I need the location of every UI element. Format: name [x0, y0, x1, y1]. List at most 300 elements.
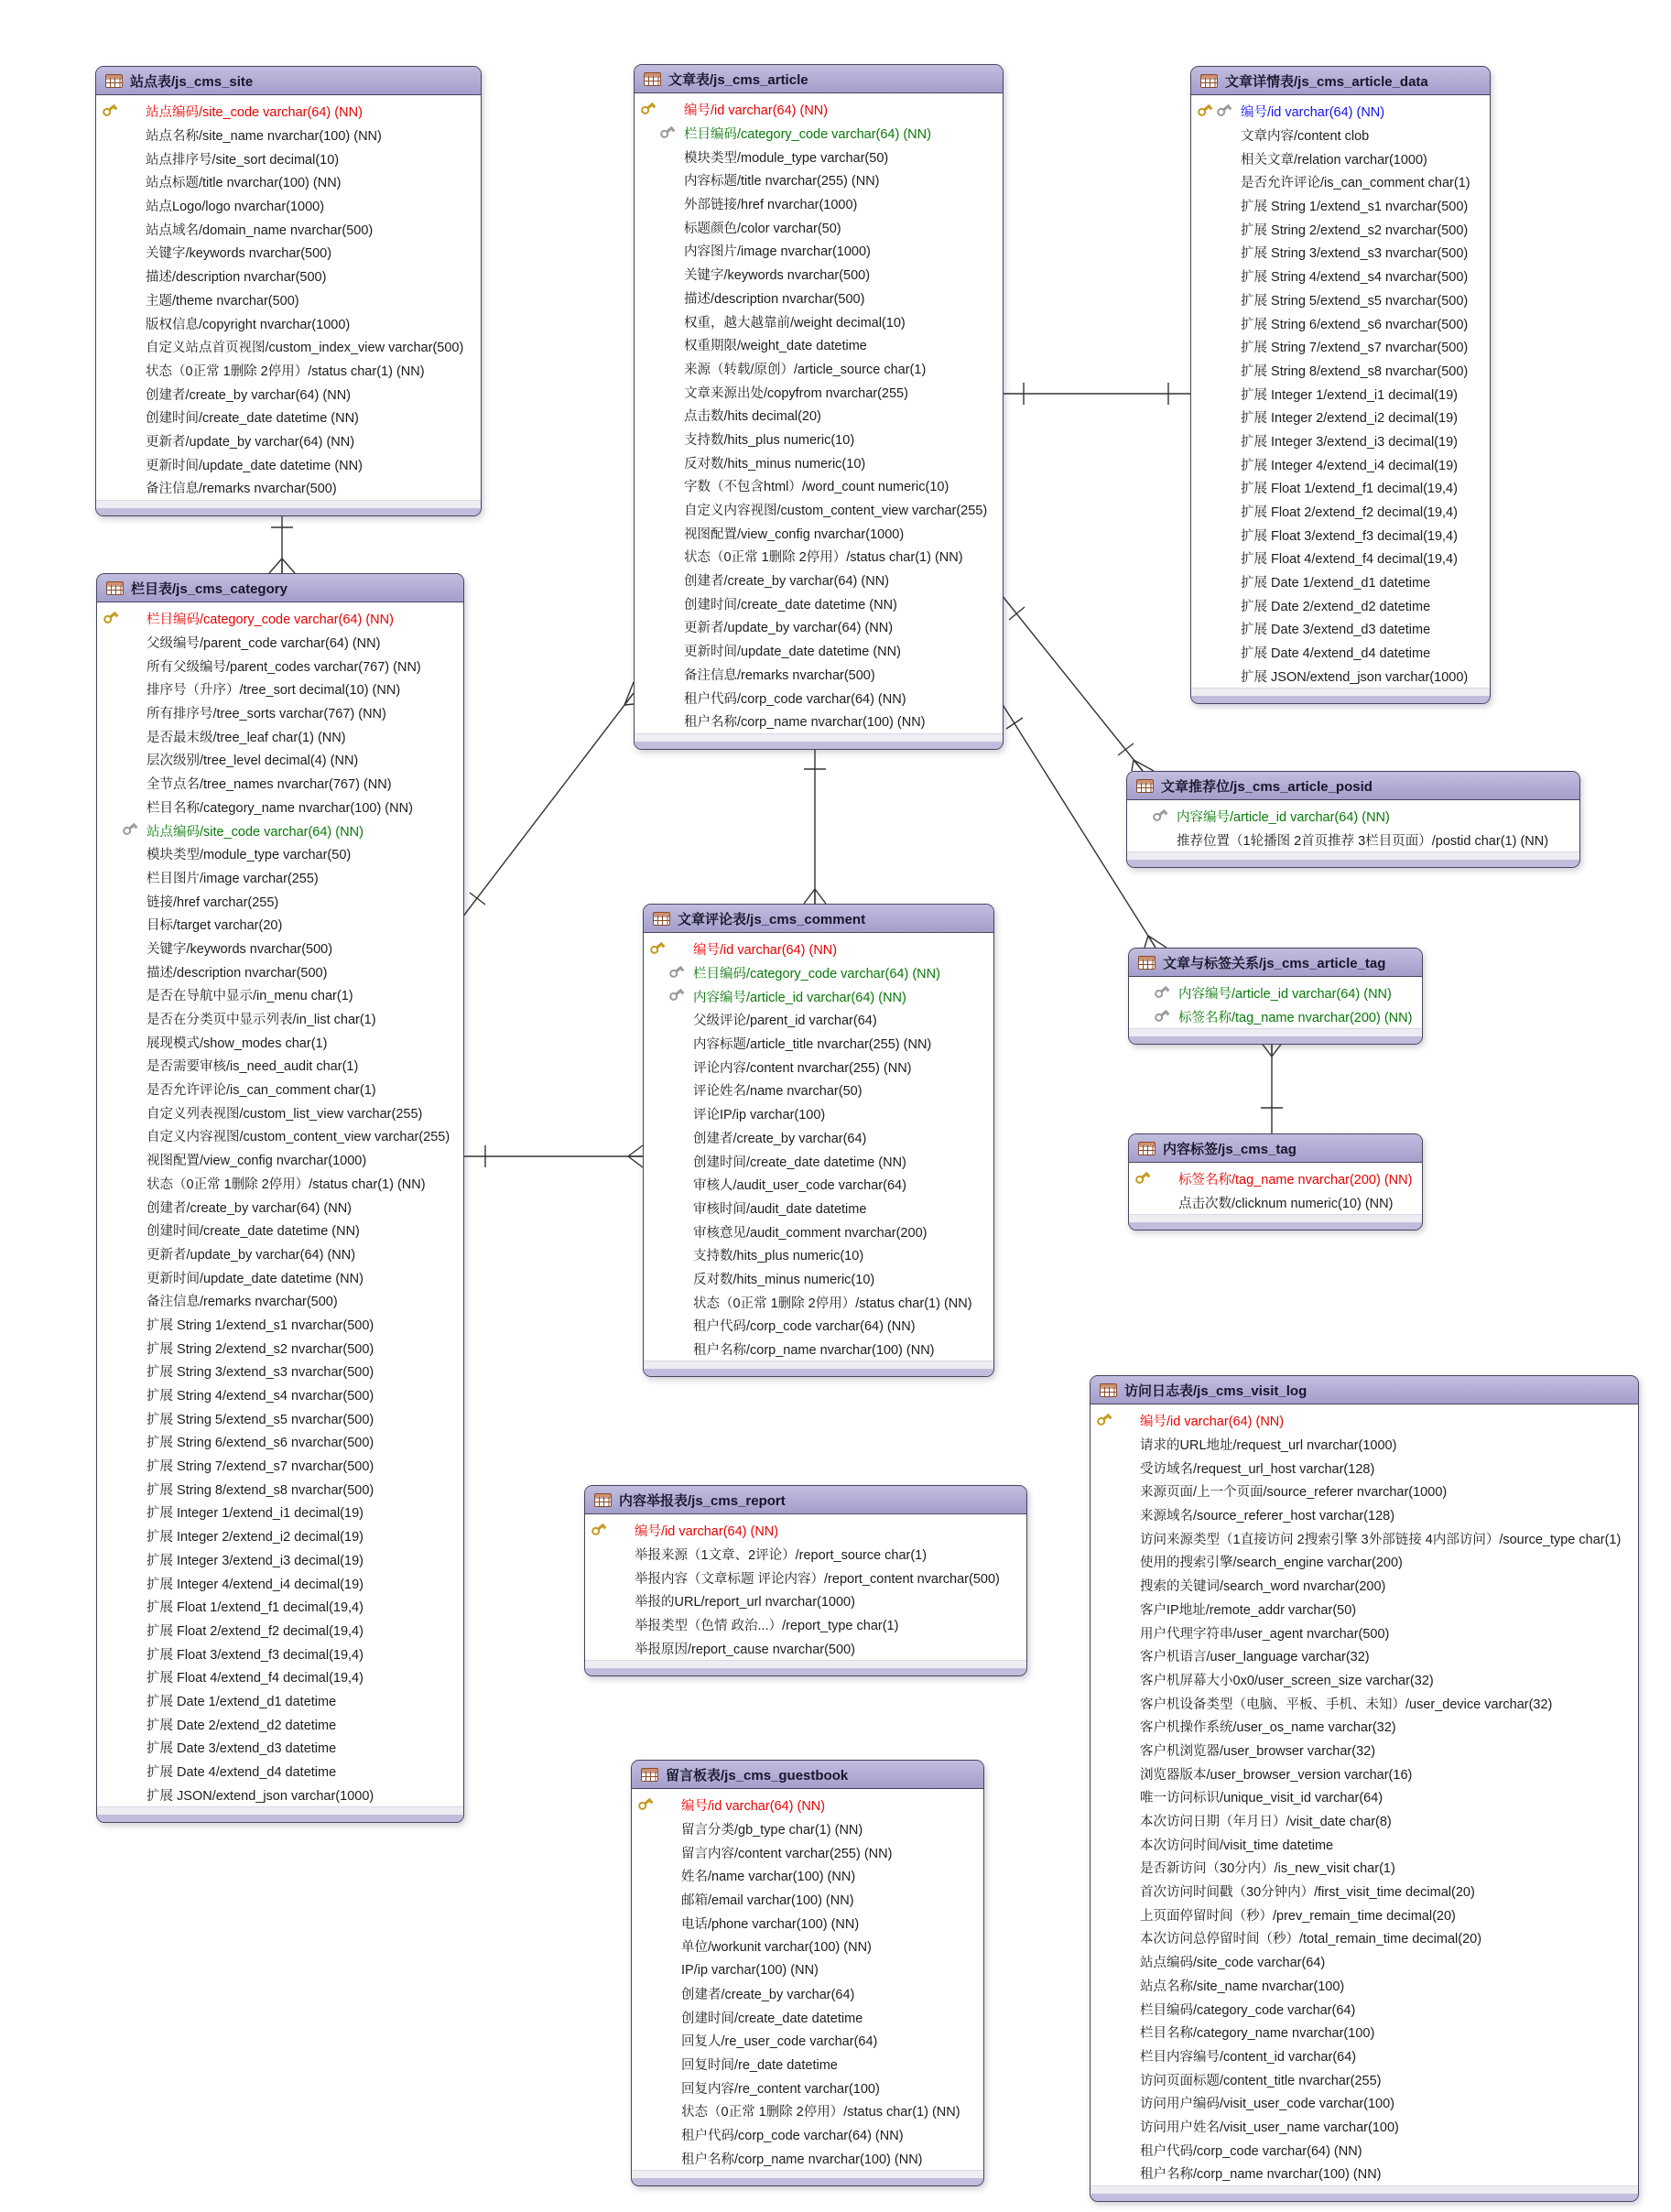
field-row[interactable]	[97, 866, 463, 890]
table-js_cms_tag[interactable]	[1128, 1133, 1423, 1231]
field-row[interactable]	[632, 1982, 983, 2006]
field-row[interactable]	[1090, 1785, 1638, 1809]
field-row[interactable]	[97, 1078, 463, 1101]
field-row[interactable]	[97, 1195, 463, 1219]
field-row[interactable]	[635, 380, 1003, 404]
field-row[interactable]	[97, 1219, 463, 1242]
field-row[interactable]	[1191, 641, 1490, 665]
table-js_cms_article_tag[interactable]	[1128, 948, 1423, 1045]
field-row[interactable]	[1090, 1950, 1638, 1974]
field-row[interactable]	[1191, 617, 1490, 641]
field-row[interactable]	[1090, 1715, 1638, 1739]
field-row[interactable]	[1090, 2067, 1638, 2091]
key-icon-slot	[97, 842, 146, 866]
field-row[interactable]	[97, 1571, 463, 1595]
table-field-list	[96, 95, 481, 500]
field-row[interactable]	[632, 1794, 983, 1817]
field-row[interactable]	[97, 724, 463, 748]
field-row[interactable]	[1127, 829, 1579, 852]
foreign-key-icon	[658, 123, 679, 144]
field-row[interactable]	[635, 215, 1003, 239]
field-row[interactable]	[635, 357, 1003, 381]
field-row[interactable]	[635, 333, 1003, 357]
field-row[interactable]	[1191, 500, 1490, 524]
field-row[interactable]	[96, 476, 481, 500]
key-icon-slot	[97, 1313, 146, 1337]
field-row[interactable]	[585, 1613, 1026, 1637]
relationship-article-comment[interactable]	[804, 744, 826, 904]
relationship-segment	[804, 889, 815, 904]
field-row[interactable]	[1191, 547, 1490, 570]
field-row[interactable]	[632, 1935, 983, 1958]
field-row[interactable]	[632, 2053, 983, 2076]
field-row[interactable]	[97, 701, 463, 725]
field-row[interactable]	[97, 1619, 463, 1643]
key-icon-slot	[1090, 1739, 1140, 1762]
field-label: 本次访问时间/visit_time datetime	[1140, 1838, 1334, 1853]
field-row[interactable]	[1090, 1644, 1638, 1668]
field-row[interactable]	[1191, 359, 1490, 383]
field-row[interactable]	[97, 842, 463, 866]
field-row[interactable]	[97, 1101, 463, 1124]
field-row[interactable]	[97, 631, 463, 655]
field-row[interactable]	[635, 663, 1003, 687]
field-row[interactable]	[97, 1360, 463, 1383]
field-row[interactable]	[96, 265, 481, 288]
field-row[interactable]	[635, 428, 1003, 451]
field-row[interactable]	[644, 1338, 993, 1361]
key-icon-slot	[97, 1642, 146, 1665]
field-row[interactable]	[585, 1566, 1026, 1589]
field-row[interactable]	[635, 474, 1003, 498]
field-row[interactable]	[635, 239, 1003, 263]
field-row[interactable]	[644, 984, 993, 1008]
field-row[interactable]	[644, 961, 993, 985]
field-label: 扩展 Date 1/extend_d1 datetime	[1241, 576, 1431, 591]
field-row[interactable]	[1191, 523, 1490, 547]
field-row[interactable]	[1090, 1621, 1638, 1644]
field-row[interactable]	[96, 335, 481, 359]
field-row[interactable]	[635, 263, 1003, 287]
field-row[interactable]	[1090, 2115, 1638, 2139]
field-row[interactable]	[1090, 1526, 1638, 1550]
field-row[interactable]	[1090, 1856, 1638, 1880]
relationship-article-article_data[interactable]	[1002, 383, 1190, 405]
field-row[interactable]	[1129, 981, 1422, 1005]
field-row[interactable]	[1090, 1926, 1638, 1950]
field-row[interactable]	[1191, 288, 1490, 312]
field-row[interactable]	[644, 1102, 993, 1126]
key-icon-slot	[97, 631, 146, 655]
field-row[interactable]	[97, 796, 463, 819]
field-label: 编号/id varchar(64) (NN)	[635, 1524, 779, 1540]
field-row[interactable]	[1090, 2162, 1638, 2185]
field-label: 来源域名/source_referer_host varchar(128)	[1140, 1509, 1395, 1524]
table-header[interactable]	[1191, 67, 1490, 95]
field-label: 版权信息/copyright nvarchar(1000)	[146, 317, 351, 332]
field-row[interactable]	[1191, 146, 1490, 170]
field-row[interactable]	[644, 1197, 993, 1220]
field-row[interactable]	[1191, 429, 1490, 453]
field-row[interactable]	[97, 1148, 463, 1172]
field-row[interactable]	[1090, 1997, 1638, 2021]
field-row[interactable]	[644, 1173, 993, 1197]
field-row[interactable]	[635, 192, 1003, 216]
field-row[interactable]	[1129, 1167, 1422, 1191]
field-row[interactable]	[632, 1840, 983, 1864]
field-label: 回复人/re_user_code varchar(64)	[681, 2034, 878, 2050]
field-row[interactable]	[644, 1220, 993, 1243]
field-row[interactable]	[1191, 665, 1490, 689]
field-label: 栏目编码/category_code varchar(64) (NN)	[693, 967, 940, 982]
key-icon-slot	[1090, 2138, 1140, 2162]
field-row[interactable]	[644, 1055, 993, 1079]
field-row[interactable]	[97, 654, 463, 678]
field-row[interactable]	[1090, 2021, 1638, 2044]
field-row[interactable]	[96, 429, 481, 453]
field-row[interactable]	[635, 591, 1003, 615]
field-row[interactable]	[97, 1665, 463, 1689]
field-label: 创建时间/create_date datetime (NN)	[684, 597, 897, 613]
key-icon-slot	[635, 309, 684, 333]
field-row[interactable]	[1090, 1832, 1638, 1856]
field-row[interactable]	[1090, 1433, 1638, 1457]
table-header[interactable]	[1090, 1376, 1638, 1404]
field-row[interactable]	[1090, 1903, 1638, 1926]
key-icon-slot	[1191, 311, 1241, 335]
relationship-category-comment[interactable]	[462, 1145, 643, 1167]
field-row[interactable]	[585, 1519, 1026, 1543]
field-row[interactable]	[97, 1477, 463, 1501]
field-row[interactable]	[1191, 265, 1490, 288]
field-row[interactable]	[635, 450, 1003, 474]
field-row[interactable]	[96, 288, 481, 312]
table-js_cms_category[interactable]	[96, 573, 464, 1823]
field-row[interactable]	[635, 615, 1003, 639]
field-label: 全节点名/tree_names nvarchar(767) (NN)	[146, 777, 392, 793]
field-row[interactable]	[635, 521, 1003, 545]
field-row[interactable]	[1191, 217, 1490, 241]
field-row[interactable]	[1090, 1809, 1638, 1833]
field-row[interactable]	[96, 241, 481, 265]
field-row[interactable]	[97, 1124, 463, 1148]
key-icon-slot	[632, 2005, 681, 2029]
field-row[interactable]	[644, 1079, 993, 1102]
field-row[interactable]	[96, 146, 481, 170]
field-row[interactable]	[632, 2076, 983, 2099]
field-label: 创建时间/create_date datetime	[681, 2011, 863, 2026]
field-row[interactable]	[96, 194, 481, 218]
key-icon-slot	[1090, 1809, 1140, 1833]
field-label: 描述/description nvarchar(500)	[146, 965, 328, 981]
relationship-segment	[1118, 743, 1134, 755]
field-row[interactable]	[97, 1783, 463, 1806]
field-row[interactable]	[96, 100, 481, 124]
field-row[interactable]	[632, 1817, 983, 1841]
table-js_cms_site[interactable]	[95, 66, 482, 516]
key-icon-slot	[97, 678, 146, 701]
field-row[interactable]	[632, 1958, 983, 1982]
table-js_cms_visit_log[interactable]	[1090, 1375, 1639, 2202]
field-row[interactable]	[97, 1242, 463, 1266]
field-row[interactable]	[644, 1032, 993, 1056]
field-row[interactable]	[97, 772, 463, 796]
field-row[interactable]	[1191, 124, 1490, 147]
table-title: 内容举报表/js_cms_report	[619, 1492, 786, 1509]
field-row[interactable]	[97, 748, 463, 772]
table-icon	[1200, 74, 1218, 88]
field-row[interactable]	[97, 1007, 463, 1031]
field-row[interactable]	[1090, 1739, 1638, 1762]
field-label: 扩展 String 1/extend_s1 nvarchar(500)	[146, 1317, 374, 1333]
field-row[interactable]	[585, 1636, 1026, 1660]
field-row[interactable]	[1191, 241, 1490, 265]
field-row[interactable]	[1090, 2044, 1638, 2068]
field-row[interactable]	[632, 2123, 983, 2147]
field-row[interactable]	[96, 452, 481, 476]
field-row[interactable]	[585, 1589, 1026, 1613]
key-icon-slot	[97, 1124, 146, 1148]
relationship-segment	[1145, 936, 1148, 948]
key-icon-slot	[635, 710, 684, 733]
field-row[interactable]	[97, 1548, 463, 1572]
field-row[interactable]	[635, 710, 1003, 733]
key-icon-slot	[1090, 2021, 1140, 2044]
field-row[interactable]	[96, 217, 481, 241]
field-label: 回复时间/re_date datetime	[681, 2057, 838, 2073]
field-row[interactable]	[644, 1290, 993, 1314]
field-row[interactable]	[1090, 1880, 1638, 1903]
field-row[interactable]	[644, 1243, 993, 1267]
field-row[interactable]	[97, 1595, 463, 1619]
field-row[interactable]	[644, 1008, 993, 1032]
field-row[interactable]	[1191, 593, 1490, 617]
field-row[interactable]	[96, 406, 481, 429]
field-row[interactable]	[1191, 194, 1490, 218]
field-row[interactable]	[96, 359, 481, 383]
table-header[interactable]	[97, 574, 463, 602]
table-js_cms_report[interactable]	[584, 1485, 1027, 1676]
field-row[interactable]	[97, 1689, 463, 1713]
field-row[interactable]	[97, 1054, 463, 1078]
field-row[interactable]	[632, 1911, 983, 1935]
field-row[interactable]	[1191, 382, 1490, 406]
relationship-category-article[interactable]	[462, 682, 634, 917]
key-icon-slot	[644, 984, 693, 1008]
field-row[interactable]	[1191, 452, 1490, 476]
field-row[interactable]	[1191, 570, 1490, 594]
field-row[interactable]	[1090, 1456, 1638, 1480]
field-row[interactable]	[635, 145, 1003, 168]
field-row[interactable]	[97, 819, 463, 842]
field-row[interactable]	[97, 1265, 463, 1289]
table-header[interactable]	[1129, 949, 1422, 977]
field-row[interactable]	[644, 1267, 993, 1291]
field-row[interactable]	[1191, 476, 1490, 500]
field-row[interactable]	[635, 122, 1003, 146]
field-label: 举报原因/report_cause nvarchar(500)	[635, 1642, 855, 1657]
key-icon-slot	[644, 1290, 693, 1314]
field-row[interactable]	[96, 124, 481, 147]
relationship-segment	[1134, 760, 1143, 771]
field-label: 描述/description nvarchar(500)	[146, 270, 327, 286]
field-row[interactable]	[96, 311, 481, 335]
field-row[interactable]	[97, 1336, 463, 1360]
field-row[interactable]	[635, 686, 1003, 710]
field-row[interactable]	[1090, 1668, 1638, 1692]
field-row[interactable]	[1191, 100, 1490, 124]
field-row[interactable]	[1090, 1691, 1638, 1715]
field-row[interactable]	[97, 1501, 463, 1524]
field-row[interactable]	[1129, 1005, 1422, 1029]
field-row[interactable]	[1090, 2138, 1638, 2162]
table-header[interactable]	[632, 1761, 983, 1789]
key-icon-slot	[96, 146, 146, 170]
field-row[interactable]	[97, 1030, 463, 1054]
field-row[interactable]	[644, 938, 993, 961]
table-header[interactable]	[644, 905, 993, 933]
relationship-article-article_posid[interactable]	[1002, 595, 1154, 771]
field-label: 扩展 Float 2/extend_f2 decimal(19,4)	[1241, 505, 1458, 521]
table-js_cms_guestbook[interactable]	[631, 1760, 984, 2186]
field-label: 留言内容/content varchar(255) (NN)	[681, 1846, 893, 1861]
field-row[interactable]	[1090, 1503, 1638, 1527]
field-row[interactable]	[97, 1454, 463, 1478]
key-icon-slot	[96, 335, 146, 359]
field-row[interactable]	[1090, 1598, 1638, 1621]
field-row[interactable]	[97, 983, 463, 1007]
field-row[interactable]	[97, 960, 463, 983]
field-row[interactable]	[1191, 335, 1490, 359]
field-row[interactable]	[632, 2005, 983, 2029]
field-label: 主题/theme nvarchar(500)	[146, 293, 299, 309]
field-row[interactable]	[632, 2099, 983, 2123]
table-header[interactable]	[585, 1486, 1026, 1514]
field-row[interactable]	[1191, 311, 1490, 335]
key-icon-slot	[96, 124, 146, 147]
key-icon-slot	[97, 1148, 146, 1172]
field-row[interactable]	[635, 287, 1003, 310]
field-label: 内容编号/article_id varchar(64) (NN)	[1177, 810, 1390, 826]
key-icon-slot	[585, 1519, 635, 1543]
field-label: 是否允许评论/is_can_comment char(1)	[146, 1083, 376, 1099]
field-row[interactable]	[644, 1149, 993, 1173]
field-row[interactable]	[97, 1383, 463, 1407]
field-row[interactable]	[97, 678, 463, 701]
field-label: 权重期限/weight_date datetime	[684, 339, 867, 354]
key-icon-slot	[1191, 452, 1241, 476]
field-row[interactable]	[97, 1760, 463, 1784]
field-row[interactable]	[632, 1864, 983, 1888]
key-icon-slot	[96, 288, 146, 312]
field-row[interactable]	[96, 382, 481, 406]
field-label: 站点名称/site_name nvarchar(100) (NN)	[146, 129, 382, 145]
key-icon-slot	[97, 1101, 146, 1124]
field-label: 扩展 Float 4/extend_f4 decimal(19,4)	[146, 1671, 363, 1686]
field-row[interactable]	[97, 1642, 463, 1665]
field-row[interactable]	[632, 1888, 983, 1912]
field-label: 扩展 String 5/extend_s5 nvarchar(500)	[1241, 293, 1469, 309]
key-icon-slot	[635, 545, 684, 569]
field-row[interactable]	[96, 170, 481, 194]
key-icon-slot	[632, 1911, 681, 1935]
field-row[interactable]	[1090, 1574, 1638, 1598]
field-row[interactable]	[97, 1172, 463, 1196]
table-js_cms_comment[interactable]	[643, 904, 994, 1377]
table-js_cms_article_data[interactable]	[1190, 66, 1491, 704]
field-row[interactable]	[635, 404, 1003, 428]
field-row[interactable]	[1129, 1191, 1422, 1215]
field-row[interactable]	[635, 569, 1003, 592]
field-label: 视图配置/view_config nvarchar(1000)	[146, 1154, 367, 1169]
table-js_cms_article[interactable]	[634, 64, 1004, 750]
field-label: 扩展 Date 1/extend_d1 datetime	[146, 1694, 337, 1709]
table-field-list	[1127, 800, 1579, 851]
field-row[interactable]	[97, 1430, 463, 1454]
field-row[interactable]	[1191, 170, 1490, 194]
field-row[interactable]	[635, 639, 1003, 663]
relationship-tag-article_tag[interactable]	[1261, 1042, 1283, 1133]
field-row[interactable]	[97, 1406, 463, 1430]
table-header[interactable]	[96, 67, 481, 95]
field-row[interactable]	[1090, 2091, 1638, 2115]
field-row[interactable]	[635, 545, 1003, 569]
field-row[interactable]	[1090, 1550, 1638, 1574]
field-label: 视图配置/view_config nvarchar(1000)	[684, 526, 905, 542]
field-row[interactable]	[632, 2146, 983, 2170]
table-header[interactable]	[1127, 772, 1579, 800]
field-row[interactable]	[97, 1736, 463, 1760]
field-row[interactable]	[1090, 1974, 1638, 1998]
field-row[interactable]	[644, 1126, 993, 1150]
table-header[interactable]	[635, 65, 1003, 93]
foreign-key-icon	[667, 986, 689, 1007]
field-row[interactable]	[644, 1314, 993, 1338]
field-label: 所有父级编号/parent_codes varchar(767) (NN)	[146, 659, 421, 675]
field-row[interactable]	[97, 937, 463, 960]
field-row[interactable]	[1090, 1762, 1638, 1785]
field-row[interactable]	[635, 98, 1003, 122]
key-icon-slot	[644, 1314, 693, 1338]
field-row[interactable]	[585, 1543, 1026, 1567]
field-row[interactable]	[97, 607, 463, 631]
field-row[interactable]	[632, 2029, 983, 2053]
field-row[interactable]	[1090, 1480, 1638, 1503]
key-icon-slot	[635, 380, 684, 404]
field-label: 评论姓名/name nvarchar(50)	[693, 1084, 863, 1100]
field-label: 站点排序号/site_sort decimal(10)	[146, 152, 340, 168]
field-row[interactable]	[97, 1524, 463, 1548]
field-row[interactable]	[97, 889, 463, 913]
field-row[interactable]	[635, 168, 1003, 192]
field-label: 评论IP/ip varchar(100)	[693, 1108, 826, 1123]
field-row[interactable]	[97, 1313, 463, 1337]
field-row[interactable]	[635, 309, 1003, 333]
field-row[interactable]	[97, 1712, 463, 1736]
relationship-site-category[interactable]	[269, 510, 295, 573]
field-row[interactable]	[97, 1289, 463, 1313]
field-row[interactable]	[635, 498, 1003, 522]
field-row[interactable]	[1191, 406, 1490, 429]
field-row[interactable]	[1127, 805, 1579, 829]
field-row[interactable]	[97, 913, 463, 937]
table-header[interactable]	[1129, 1134, 1422, 1163]
key-icon-slot	[644, 1102, 693, 1126]
key-icon-slot	[97, 1571, 146, 1595]
table-js_cms_article_posid[interactable]	[1126, 771, 1580, 868]
field-row[interactable]	[1090, 1409, 1638, 1433]
field-label: 外部链接/href nvarchar(1000)	[684, 198, 858, 213]
